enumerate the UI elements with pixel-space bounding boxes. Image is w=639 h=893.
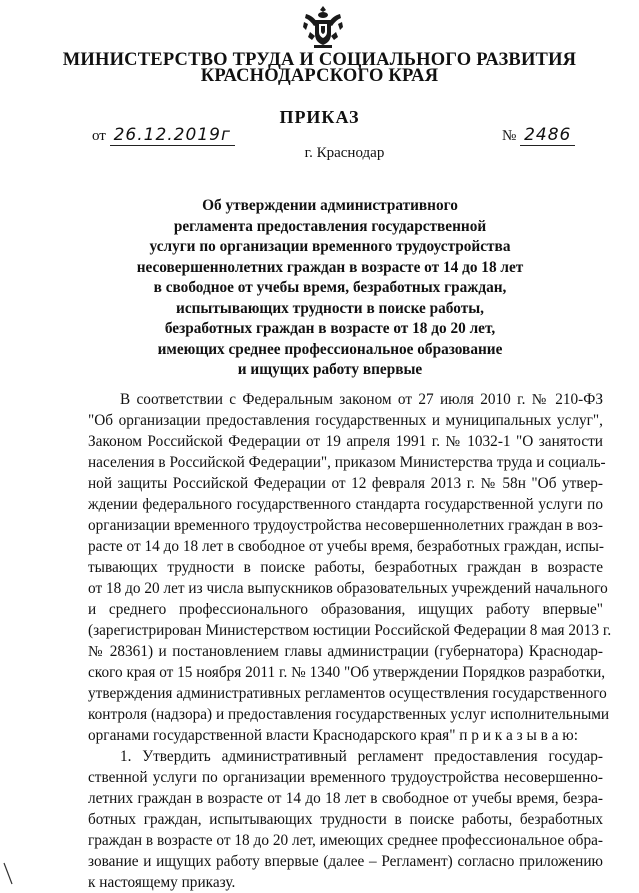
body-line: ственной услуги по организации временного трудоустройства несовершенно-: [88, 769, 603, 786]
body-line: В соответствии с Федеральным законом от 27 июля 2010 г. № 210-ФЗ: [120, 391, 603, 408]
body-line: летних граждан в возрасте от 14 до 18 лет в свободное от учебы время, безра-: [88, 790, 603, 807]
body-line: расте от 14 до 18 лет в свободное от учебы время, безработных граждан, испы-: [88, 538, 605, 555]
body-line: тывающих трудности в поиске работы, безработных граждан в возрасте: [88, 559, 603, 576]
subject-line: несовершеннолетних граждан в возрасте от 14 до 18 лет: [136, 258, 524, 276]
scan-margin-mark: [2, 862, 14, 886]
order-number: 2486: [520, 125, 575, 146]
subject-line: имеющих среднее профессиональное образование: [157, 340, 503, 358]
subject-line: и ищущих работу впервые: [237, 361, 423, 378]
coat-of-arms-icon: [300, 4, 346, 50]
subject-line: испытывающих трудности в поиске работы,: [176, 299, 484, 317]
body-line: "Об организации предоставления государственных и муниципальных услуг",: [88, 412, 603, 429]
subject-line: услуги по организации временного трудоустройства: [149, 238, 511, 255]
order-number-row: [502, 125, 575, 145]
city: г. Краснодар: [304, 145, 385, 161]
body-line: органами государственной власти Краснодарского края" п р и к а з ы в а ю:: [88, 727, 578, 744]
body-line: организации временного трудоустройства несовершеннолетних граждан в воз-: [88, 517, 603, 534]
order-subject: [120, 196, 540, 381]
body-line: граждан в возрасте от 18 до 20 лет, имеющих среднее профессиональное обра-: [88, 832, 603, 849]
body-line: и среднего профессионального образования, ищущих работу впервые": [88, 601, 603, 618]
body-line: населения в Российской Федерации", приказом Министерства труда и социаль-: [88, 454, 606, 471]
ministry-name-line1: МИНИСТЕРСТВО ТРУДА И СОЦИАЛЬНОГО РАЗВИТИЯ: [62, 50, 577, 70]
subject-line: безработных граждан в возрасте от 18 до 20 лет,: [164, 320, 496, 337]
order-date-row: [92, 125, 235, 145]
body-line: 1. Утвердить административный регламент предоставления государ-: [120, 748, 603, 765]
body-line: к настоящему приказу.: [88, 874, 236, 891]
subject-line: регламента предоставления государственной: [173, 217, 487, 235]
subject-line: Об утверждении административного: [202, 197, 458, 214]
body-line: ботных граждан, испытывающих трудности в поиске работы, безработных: [88, 811, 603, 828]
subject-line: в свободное от учебы время, безработных граждан,: [153, 279, 507, 296]
body-line: № 28361) и постановлением главы администрации (губернатора) Краснодар-: [88, 643, 603, 660]
order-body: [88, 389, 612, 893]
order-title: ПРИКАЗ: [279, 107, 360, 127]
body-line: контроля (надзора) и предоставления государственных услуг исполнительными: [88, 706, 610, 723]
body-line: (зарегистрирован Министерством юстиции Российской Федерации 8 мая 2013 г.: [88, 622, 612, 639]
date-prefix: от: [92, 128, 106, 144]
body-line: ной защиты Российской Федерации от 12 февраля 2013 г. № 58н "Об утвер-: [88, 475, 603, 492]
ministry-name-line2: КРАСНОДАРСКОГО КРАЯ: [200, 66, 439, 86]
body-line: утверждения административных регламентов осуществления государственного: [88, 685, 607, 702]
body-line: зование и ищущих работу впервые (далее – Регламент) согласно приложению: [88, 853, 603, 870]
body-line: от 18 до 20 лет из числа выпускников образовательных учреждений начального: [88, 580, 608, 597]
body-line: Законом Российской Федерации от 19 апреля 1991 г. № 1032-1 "О занятости: [88, 433, 603, 450]
body-line: ского края от 15 ноября 2011 г. № 1340 "Об утверждении Порядков разработки,: [88, 664, 606, 681]
number-prefix: №: [502, 128, 517, 144]
order-date: 26.12.2019г: [110, 125, 235, 146]
body-line: ждении федерального государственного стандарта государственной услуги по: [88, 496, 603, 513]
